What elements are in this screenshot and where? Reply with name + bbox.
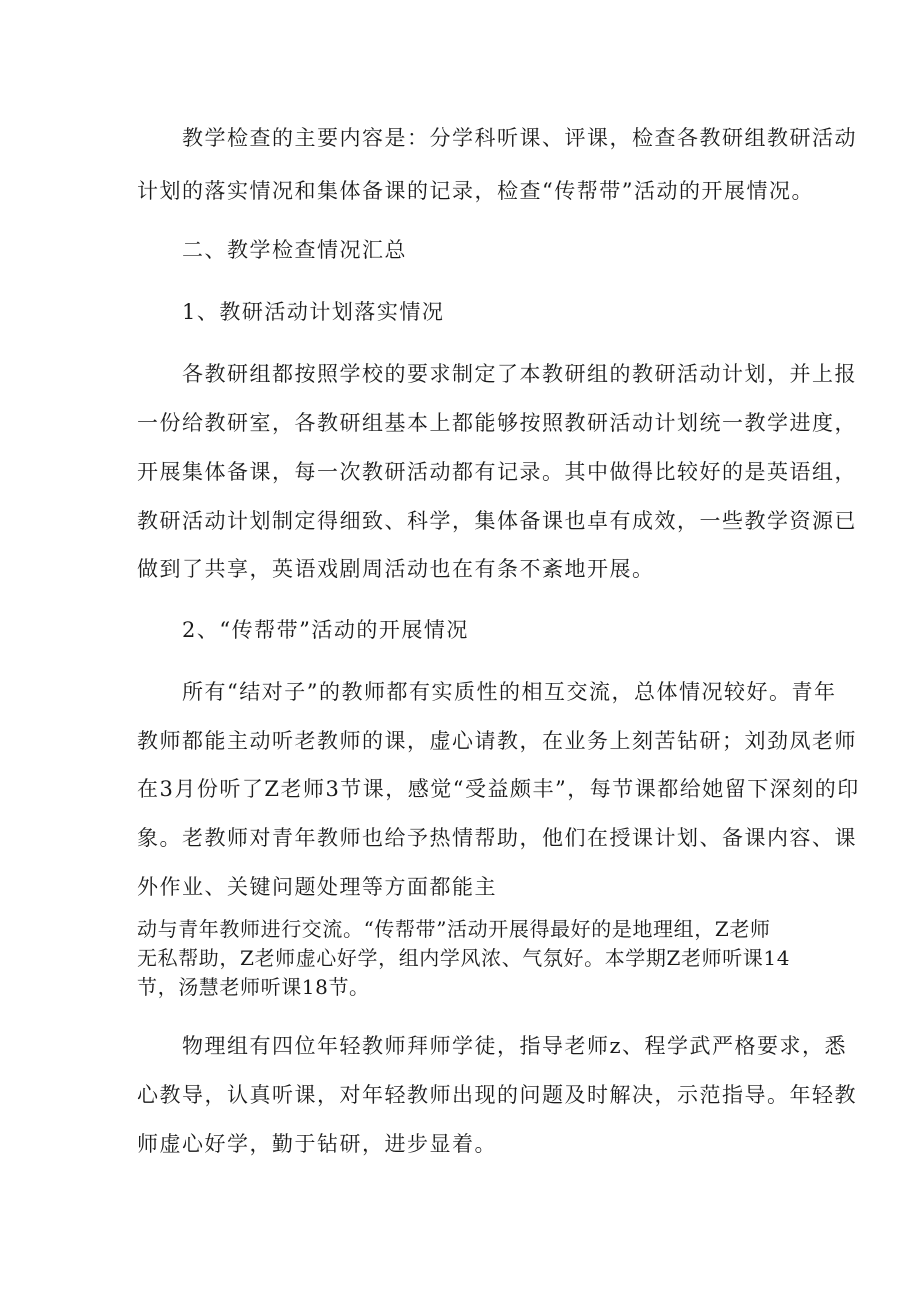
para-2-line-1: 所有“结对子”的教师都有实质性的相互交流，总体情况较好。青年 [137, 680, 837, 704]
para-2-line-4: 象。老教师对青年教师也给予热情帮助，他们在授课计划、备课内容、课 [137, 826, 857, 850]
para-3-line-2: 心教导，认真听课，对年轻教师出现的问题及时解决，示范指导。年轻教 [137, 1083, 857, 1107]
para-1-line-1: 各教研组都按照学校的要求制定了本教研组的教研活动计划，并上报 [137, 362, 857, 386]
subheading-2: 2、“传帮带”活动的开展情况 [137, 618, 469, 642]
subheading-1: 1、教研活动计划落实情况 [137, 300, 445, 324]
intro-line-1: 教学检查的主要内容是：分学科听课、评课，检查各教研组教研活动 [137, 126, 857, 150]
section-heading: 二、教学检查情况汇总 [137, 238, 407, 262]
para-1-line-5: 做到了共享，英语戏剧周活动也在有条不紊地开展。 [137, 557, 655, 581]
intro-line-2: 计划的落实情况和集体备课的记录，检查“传帮带”活动的开展情况。 [137, 179, 814, 203]
para-3-line-1: 物理组有四位年轻教师拜师学徒，指导老师z、程学武严格要求，悉 [137, 1034, 848, 1058]
para-1-line-3: 开展集体备课，每一次教研活动都有记录。其中做得比较好的是英语组， [137, 460, 857, 484]
para-2-line-5: 外作业、关键问题处理等方面都能主 [137, 875, 497, 899]
para-2-line-3: 在3月份听了Z老师3节课，感觉“受益颇丰”，每节课都给她留下深刻的印 [137, 777, 860, 801]
para-2-cont-line-3: 节，汤慧老师听课18节。 [137, 975, 370, 999]
para-1-line-4: 教研活动计划制定得细致、科学，集体备课也卓有成效，一些教学资源已 [137, 509, 857, 533]
para-2-line-2: 教师都能主动听老教师的课，虚心请教，在业务上刻苦钻研；刘劲凤老师 [137, 729, 857, 753]
para-2-cont-line-1: 动与青年教师进行交流。“传帮带”活动开展得最好的是地理组，Z老师 [137, 917, 771, 941]
para-1-line-2: 一份给教研室，各教研组基本上都能够按照教研活动计划统一教学进度， [137, 411, 857, 435]
para-2-cont-line-2: 无私帮助，Z老师虚心好学，组内学风浓、气氛好。本学期Z老师听课14 [137, 946, 791, 970]
para-3-line-3: 师虚心好学，勤于钻研，进步显着。 [137, 1132, 497, 1156]
